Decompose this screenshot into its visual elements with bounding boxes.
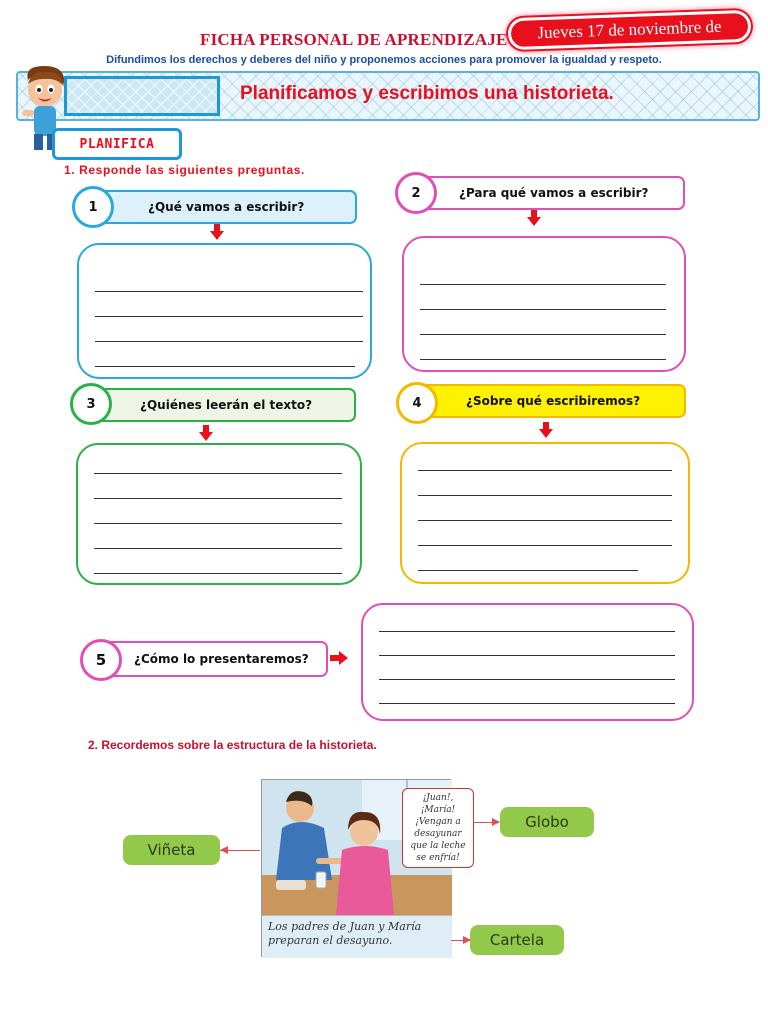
- answer-box-3[interactable]: [76, 443, 362, 585]
- question-5-pill: [104, 641, 328, 677]
- section-2-title: 2. Recordemos sobre la estructura de la historieta.: [88, 738, 377, 752]
- arrow-left-icon: [220, 846, 228, 854]
- question-1-number: 1: [72, 186, 114, 228]
- question-4-text: ¿Sobre qué escribiremos?: [466, 394, 641, 408]
- arrow-down-icon: [199, 425, 213, 441]
- tag-vineta: Viñeta: [123, 835, 220, 865]
- arrow-right-icon: [492, 818, 500, 826]
- question-3-number: 3: [70, 383, 112, 425]
- question-3-text: ¿Quiénes leerán el texto?: [140, 398, 313, 412]
- question-1-pill: [92, 190, 357, 224]
- banner-decoration: [64, 76, 220, 116]
- answer-box-1[interactable]: [77, 243, 372, 379]
- question-2-text: ¿Para qué vamos a escribir?: [459, 186, 649, 200]
- comic-panel: [261, 779, 466, 957]
- date-badge: Jueves 17 de noviembre de: [508, 10, 752, 50]
- planifica-label: PLANIFICA: [52, 128, 182, 160]
- answer-box-5[interactable]: [361, 603, 694, 721]
- caption-text: Los padres de Juan y María preparan el desayuno.: [268, 920, 422, 947]
- question-5-number: 5: [80, 639, 122, 681]
- instruction-1: 1. Responde las siguientes preguntas.: [64, 163, 305, 177]
- question-2-number: 2: [395, 172, 437, 214]
- answer-box-4[interactable]: [400, 442, 690, 584]
- page-title: FICHA PERSONAL DE APRENDIZAJE: [200, 30, 508, 49]
- question-1-text: ¿Qué vamos a escribir?: [148, 200, 305, 214]
- speech-bubble: ¡Juan!, ¡María! ¡Vengan a desayunar que la leche se enfría!: [402, 788, 474, 868]
- answer-box-2[interactable]: [402, 236, 686, 372]
- banner-title: Planificamos y escribimos una historieta.: [240, 83, 614, 104]
- arrow-down-icon: [527, 210, 541, 226]
- question-2-pill: [415, 176, 685, 210]
- arrow-down-icon: [210, 224, 224, 240]
- tag-cartela: Cartela: [470, 925, 564, 955]
- subtitle: Difundimos los derechos y deberes del niño y proponemos acciones para promover la igualdad y respeto.: [106, 54, 662, 66]
- arrow-right-icon: [463, 936, 471, 944]
- arrow-down-icon: [539, 422, 553, 438]
- arrow-right-icon: [330, 651, 348, 665]
- tag-globo: Globo: [500, 807, 594, 837]
- banner: [16, 71, 760, 121]
- question-5-text: ¿Cómo lo presentaremos?: [134, 652, 309, 666]
- question-4-number: 4: [396, 382, 438, 424]
- question-4-pill: [416, 384, 686, 418]
- question-3-pill: [92, 388, 356, 422]
